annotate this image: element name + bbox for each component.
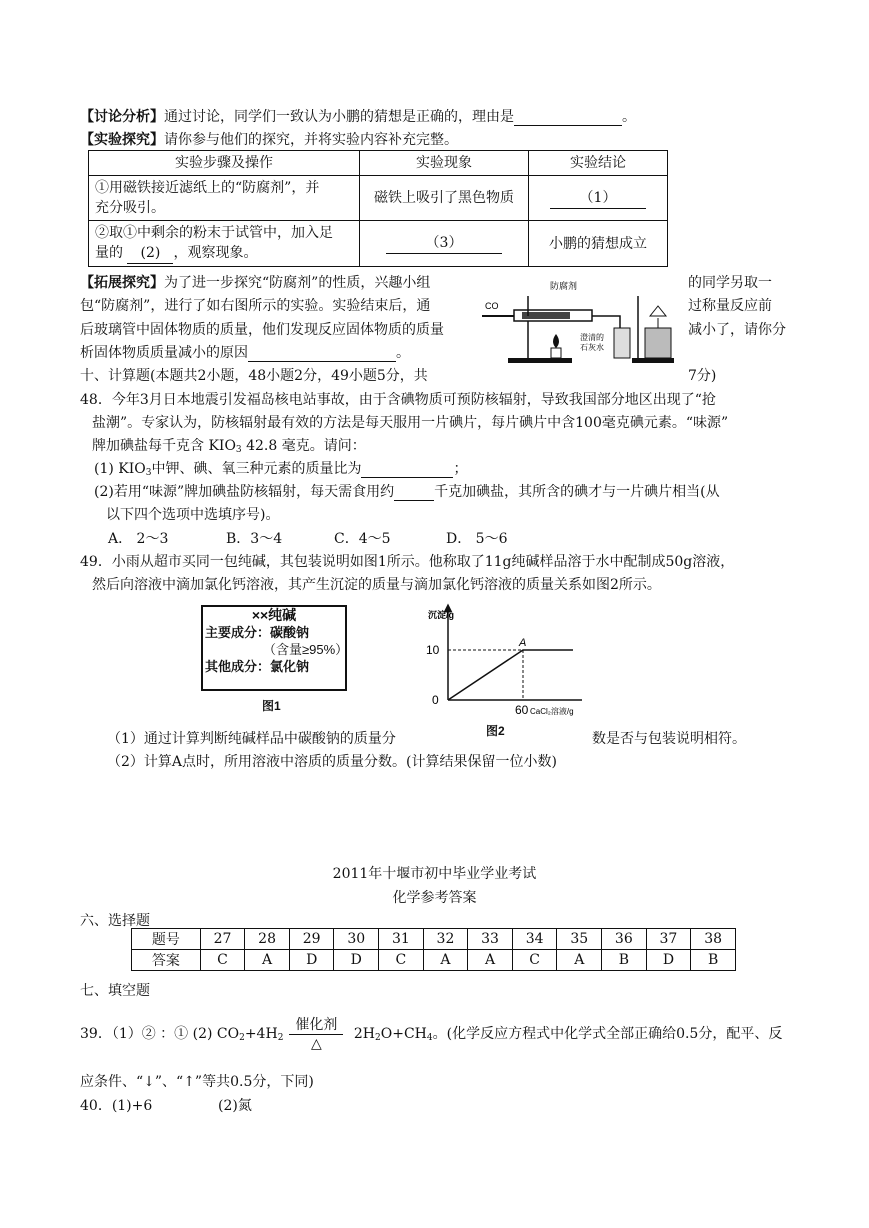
experiment-table bbox=[88, 150, 668, 267]
question-number: 28 bbox=[245, 929, 290, 950]
y-tick-label: 10 bbox=[426, 643, 440, 657]
x-tick-label: 60 bbox=[515, 703, 529, 717]
answer-cell: A bbox=[557, 950, 602, 971]
question-number: 27 bbox=[200, 929, 245, 950]
heat-symbol: △ bbox=[311, 1035, 322, 1052]
question-number: 30 bbox=[334, 929, 379, 950]
option-c[interactable]: C．4～5 bbox=[334, 531, 391, 547]
answer-blank-3[interactable]: （3） bbox=[386, 233, 502, 254]
answer-39: 39．（1）② ：① (2) $CO_2+4H_2$ $\frac{\text{催化剂}}{\triangle}$ $2H_2O+CH_4$。(化学反应方程式中化学式全部正确给0.5分，配平、反 bbox=[80, 1016, 783, 1052]
svg-text:石灰水: 石灰水 bbox=[580, 343, 604, 352]
answer-blank[interactable] bbox=[394, 486, 434, 501]
question-number: 38 bbox=[691, 929, 736, 950]
agent-label: 防腐剂 bbox=[550, 281, 578, 291]
answer-cell: C bbox=[379, 950, 424, 971]
answer-blank[interactable] bbox=[248, 347, 396, 362]
q48-options bbox=[108, 528, 508, 548]
answer-blank[interactable] bbox=[514, 111, 622, 126]
question-number: 31 bbox=[379, 929, 424, 950]
option-a[interactable]: A． 2～3 bbox=[108, 531, 169, 547]
answer-cell: A bbox=[468, 950, 513, 971]
table-row: 实验步骤及操作 实验现象 实验结论 bbox=[89, 151, 668, 176]
answer-blank-2[interactable]: (2) bbox=[127, 243, 173, 264]
x-axis-label: CaCl₂溶液/g bbox=[530, 707, 574, 716]
answer-cell: D bbox=[334, 950, 379, 971]
answer-cell: C bbox=[200, 950, 245, 971]
question-number: 35 bbox=[557, 929, 602, 950]
answers-title: 2011年十堰市初中毕业学业考试 bbox=[332, 866, 537, 882]
flame-icon bbox=[553, 334, 559, 348]
table-row: ①用磁铁接近滤纸上的“防腐剂”，并 充分吸引。 磁铁上吸引了黑色物质 （1） bbox=[89, 176, 668, 221]
answer-cell: A bbox=[423, 950, 468, 971]
question-number: 37 bbox=[646, 929, 691, 950]
answer-cell: D bbox=[646, 950, 691, 971]
apparatus-figure bbox=[482, 276, 680, 366]
fig2-caption: 图2 bbox=[486, 724, 505, 738]
point-a-label: A bbox=[519, 637, 527, 649]
question-number: 29 bbox=[289, 929, 334, 950]
svg-text:澄清的: 澄清的 bbox=[580, 333, 604, 342]
option-d[interactable]: D． 5～6 bbox=[446, 531, 508, 547]
explore-label: 【实验探究】 bbox=[80, 132, 164, 148]
answer-cell: B bbox=[691, 950, 736, 971]
answer-blank-1[interactable]: （1） bbox=[550, 188, 646, 209]
answer-key-table bbox=[131, 928, 736, 971]
table-row: ②取①中剩余的粉末于试管中，加入足 量的 (2) ，观察现象。 （3） 小鹏的猜想成立 bbox=[89, 221, 668, 267]
package-title: ××纯碱 bbox=[251, 607, 297, 623]
question-number: 32 bbox=[423, 929, 468, 950]
answer-blank[interactable] bbox=[361, 463, 453, 478]
question-number: 33 bbox=[468, 929, 513, 950]
answer-cell: D bbox=[289, 950, 334, 971]
catalyst-label: 催化剂 bbox=[289, 1016, 343, 1035]
y-axis-label: 沉淀/g bbox=[428, 610, 454, 620]
question-number: 34 bbox=[512, 929, 557, 950]
answers-subtitle: 化学参考答案 bbox=[392, 890, 477, 906]
explore-line: 【实验探究】请你参与他们的探究，并将实验内容补充完整。 bbox=[80, 132, 458, 148]
origin-label: 0 bbox=[432, 693, 439, 707]
table-row: 题号 27 28 29 30 31 32 33 34 35 36 37 38 bbox=[132, 929, 736, 950]
answer-cell: B bbox=[602, 950, 647, 971]
answer-cell: C bbox=[512, 950, 557, 971]
answer-cell: A bbox=[245, 950, 290, 971]
discussion-line: 【讨论分析】通过讨论，同学们一致认为小鹏的猜想是正确的，理由是 。 bbox=[80, 109, 636, 125]
discussion-label: 【讨论分析】 bbox=[80, 109, 164, 125]
fig1-caption: 图1 bbox=[262, 699, 281, 713]
test-tube bbox=[614, 328, 630, 358]
co-label: CO bbox=[485, 301, 499, 311]
table-row: 答案 C A D D C A A C A B D B bbox=[132, 950, 736, 971]
series-line bbox=[448, 650, 573, 700]
package-label: ××纯碱 主要成分：碳酸钠 （含量≥95%） 其他成分：氯化钠 bbox=[201, 605, 347, 691]
option-b[interactable]: B．3～4 bbox=[226, 531, 283, 547]
question-number: 36 bbox=[602, 929, 647, 950]
precipitate-chart bbox=[418, 600, 588, 740]
